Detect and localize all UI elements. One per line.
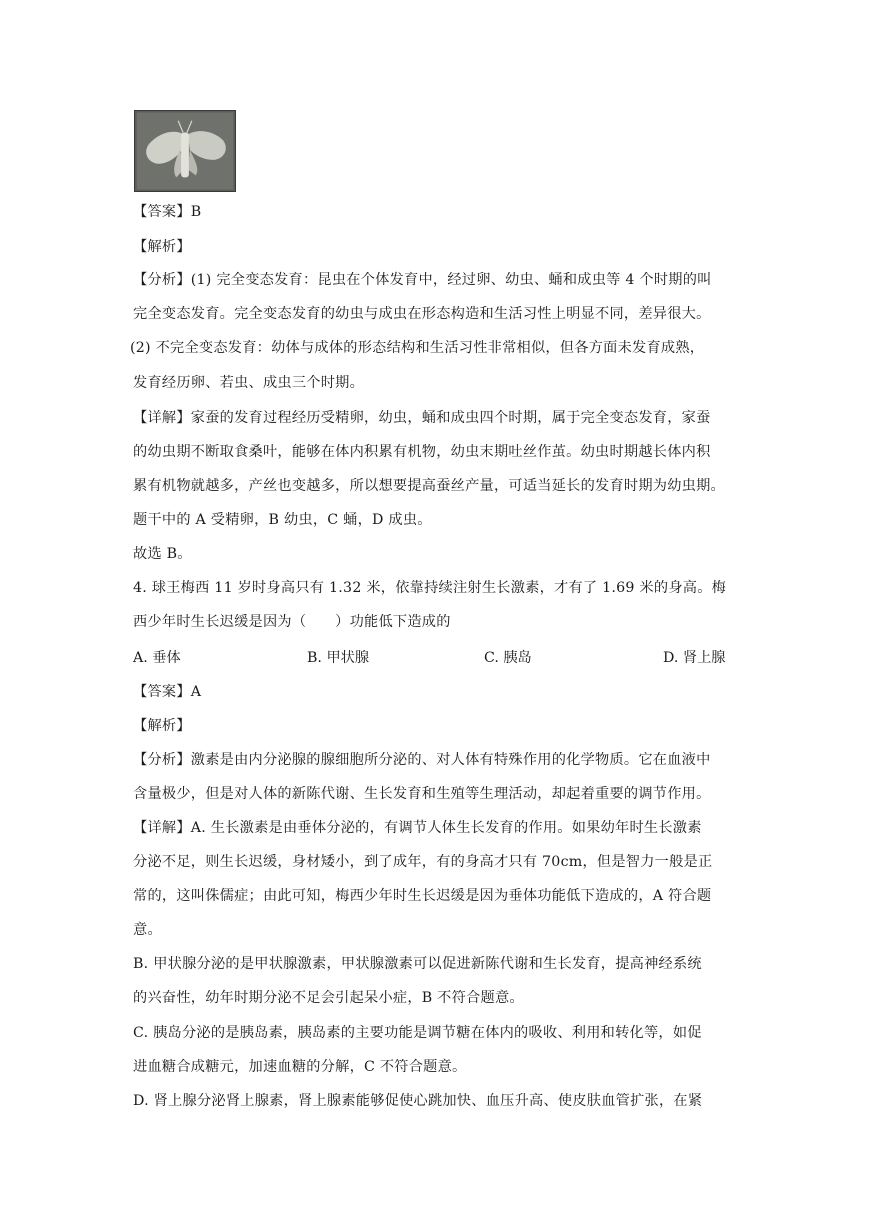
q4-option-c-explain: C. 胰岛分泌的是胰岛素，胰岛素的主要功能是调节糖在体内的吸收、利用和转化等，如促 [133,1025,702,1041]
q3-conclusion: 故选 B。 [133,546,192,562]
q4-stem-line: 4. 球王梅西 11 岁时身高只有 1.32 米，依靠持续注射生长激素，才有了 1.69 米的身高。梅 [133,580,727,596]
q4-option-b-explain: B. 甲状腺分泌的是甲状腺激素，甲状腺激素可以促进新陈代谢和生长发育，提高神经系统 [133,956,702,972]
q4-analysis-heading: 【解析】 [133,718,191,734]
q4-option-c: C. 胰岛 [484,650,532,666]
q4-option-a: A. 垂体 [133,650,181,666]
q3-xiangjie-line: 【详解】家蚕的发育过程经历受精卵，幼虫，蛹和成虫四个时期，属于完全变态发育，家蚕 [133,410,711,426]
q4-answer: 【答案】A [133,684,202,700]
q4-fenxi-line: 含量极少，但是对人体的新陈代谢、生长发育和生殖等生理活动，却起着重要的调节作用。 [133,786,711,802]
q3-xiangjie-line: 的幼虫期不断取食桑叶，能够在体内积累有机物，幼虫末期吐丝作茧。幼虫时期越长体内积 [133,444,711,460]
q3-analysis-heading: 【解析】 [133,239,191,255]
q4-option-b: B. 甲状腺 [307,650,370,666]
q4-option-d: D. 肾上腺 [663,650,726,666]
moth-icon [135,111,235,191]
q3-answer: 【答案】B [133,204,202,220]
q4-option-d-explain: D. 肾上腺分泌肾上腺素，肾上腺素能够促使心跳加快、血压升高、使皮肤血管扩张，在紧 [133,1093,703,1109]
q4-xiangjie-line: 【详解】A. 生长激素是由垂体分泌的，有调节人体生长发育的作用。如果幼年时生长激素 [133,820,702,836]
q3-fenxi-line: (2) 不完全变态发育：幼体与成体的形态结构和生活习性非常相似，但各方面未发育成熟， [130,340,705,356]
moth-image [134,110,236,192]
q4-option-c-explain: 进血糖合成糖元，加速血糖的分解，C 不符合题意。 [133,1059,467,1075]
q4-xiangjie-line: 常的，这叫侏儒症；由此可知，梅西少年时生长迟缓是因为垂体功能低下造成的，A 符合题 [133,888,712,904]
q4-option-b-explain: 的兴奋性，幼年时期分泌不足会引起呆小症，B 不符合题意。 [133,990,524,1006]
q3-xiangjie-line: 题干中的 A 受精卵，B 幼虫，C 蛹，D 成虫。 [133,512,432,528]
q3-xiangjie-line: 累有机物就越多，产丝也变越多，所以想要提高蚕丝产量，可适当延长的发育时期为幼虫期。 [133,478,725,494]
q4-fenxi-line: 【分析】激素是由内分泌腺的腺细胞所分泌的、对人体有特殊作用的化学物质。它在血液中 [133,752,711,768]
q4-stem-line: 西少年时生长迟缓是因为（ ）功能低下造成的 [133,614,451,630]
q4-xiangjie-line: 意。 [133,922,162,938]
q3-fenxi-line: 【分析】(1) 完全变态发育：昆虫在个体发育中，经过卵、幼虫、蛹和成虫等 4 个时期的叫 [133,272,712,288]
q3-fenxi-line: 完全变态发育。完全变态发育的幼虫与成虫在形态构造和生活习性上明显不同，差异很大。 [133,306,711,322]
q4-xiangjie-line: 分泌不足，则生长迟缓，身材矮小，到了成年，有的身高才只有 70cm，但是智力一般是正 [133,854,713,870]
q3-fenxi-line: 发育经历卵、若虫、成虫三个时期。 [133,375,365,391]
